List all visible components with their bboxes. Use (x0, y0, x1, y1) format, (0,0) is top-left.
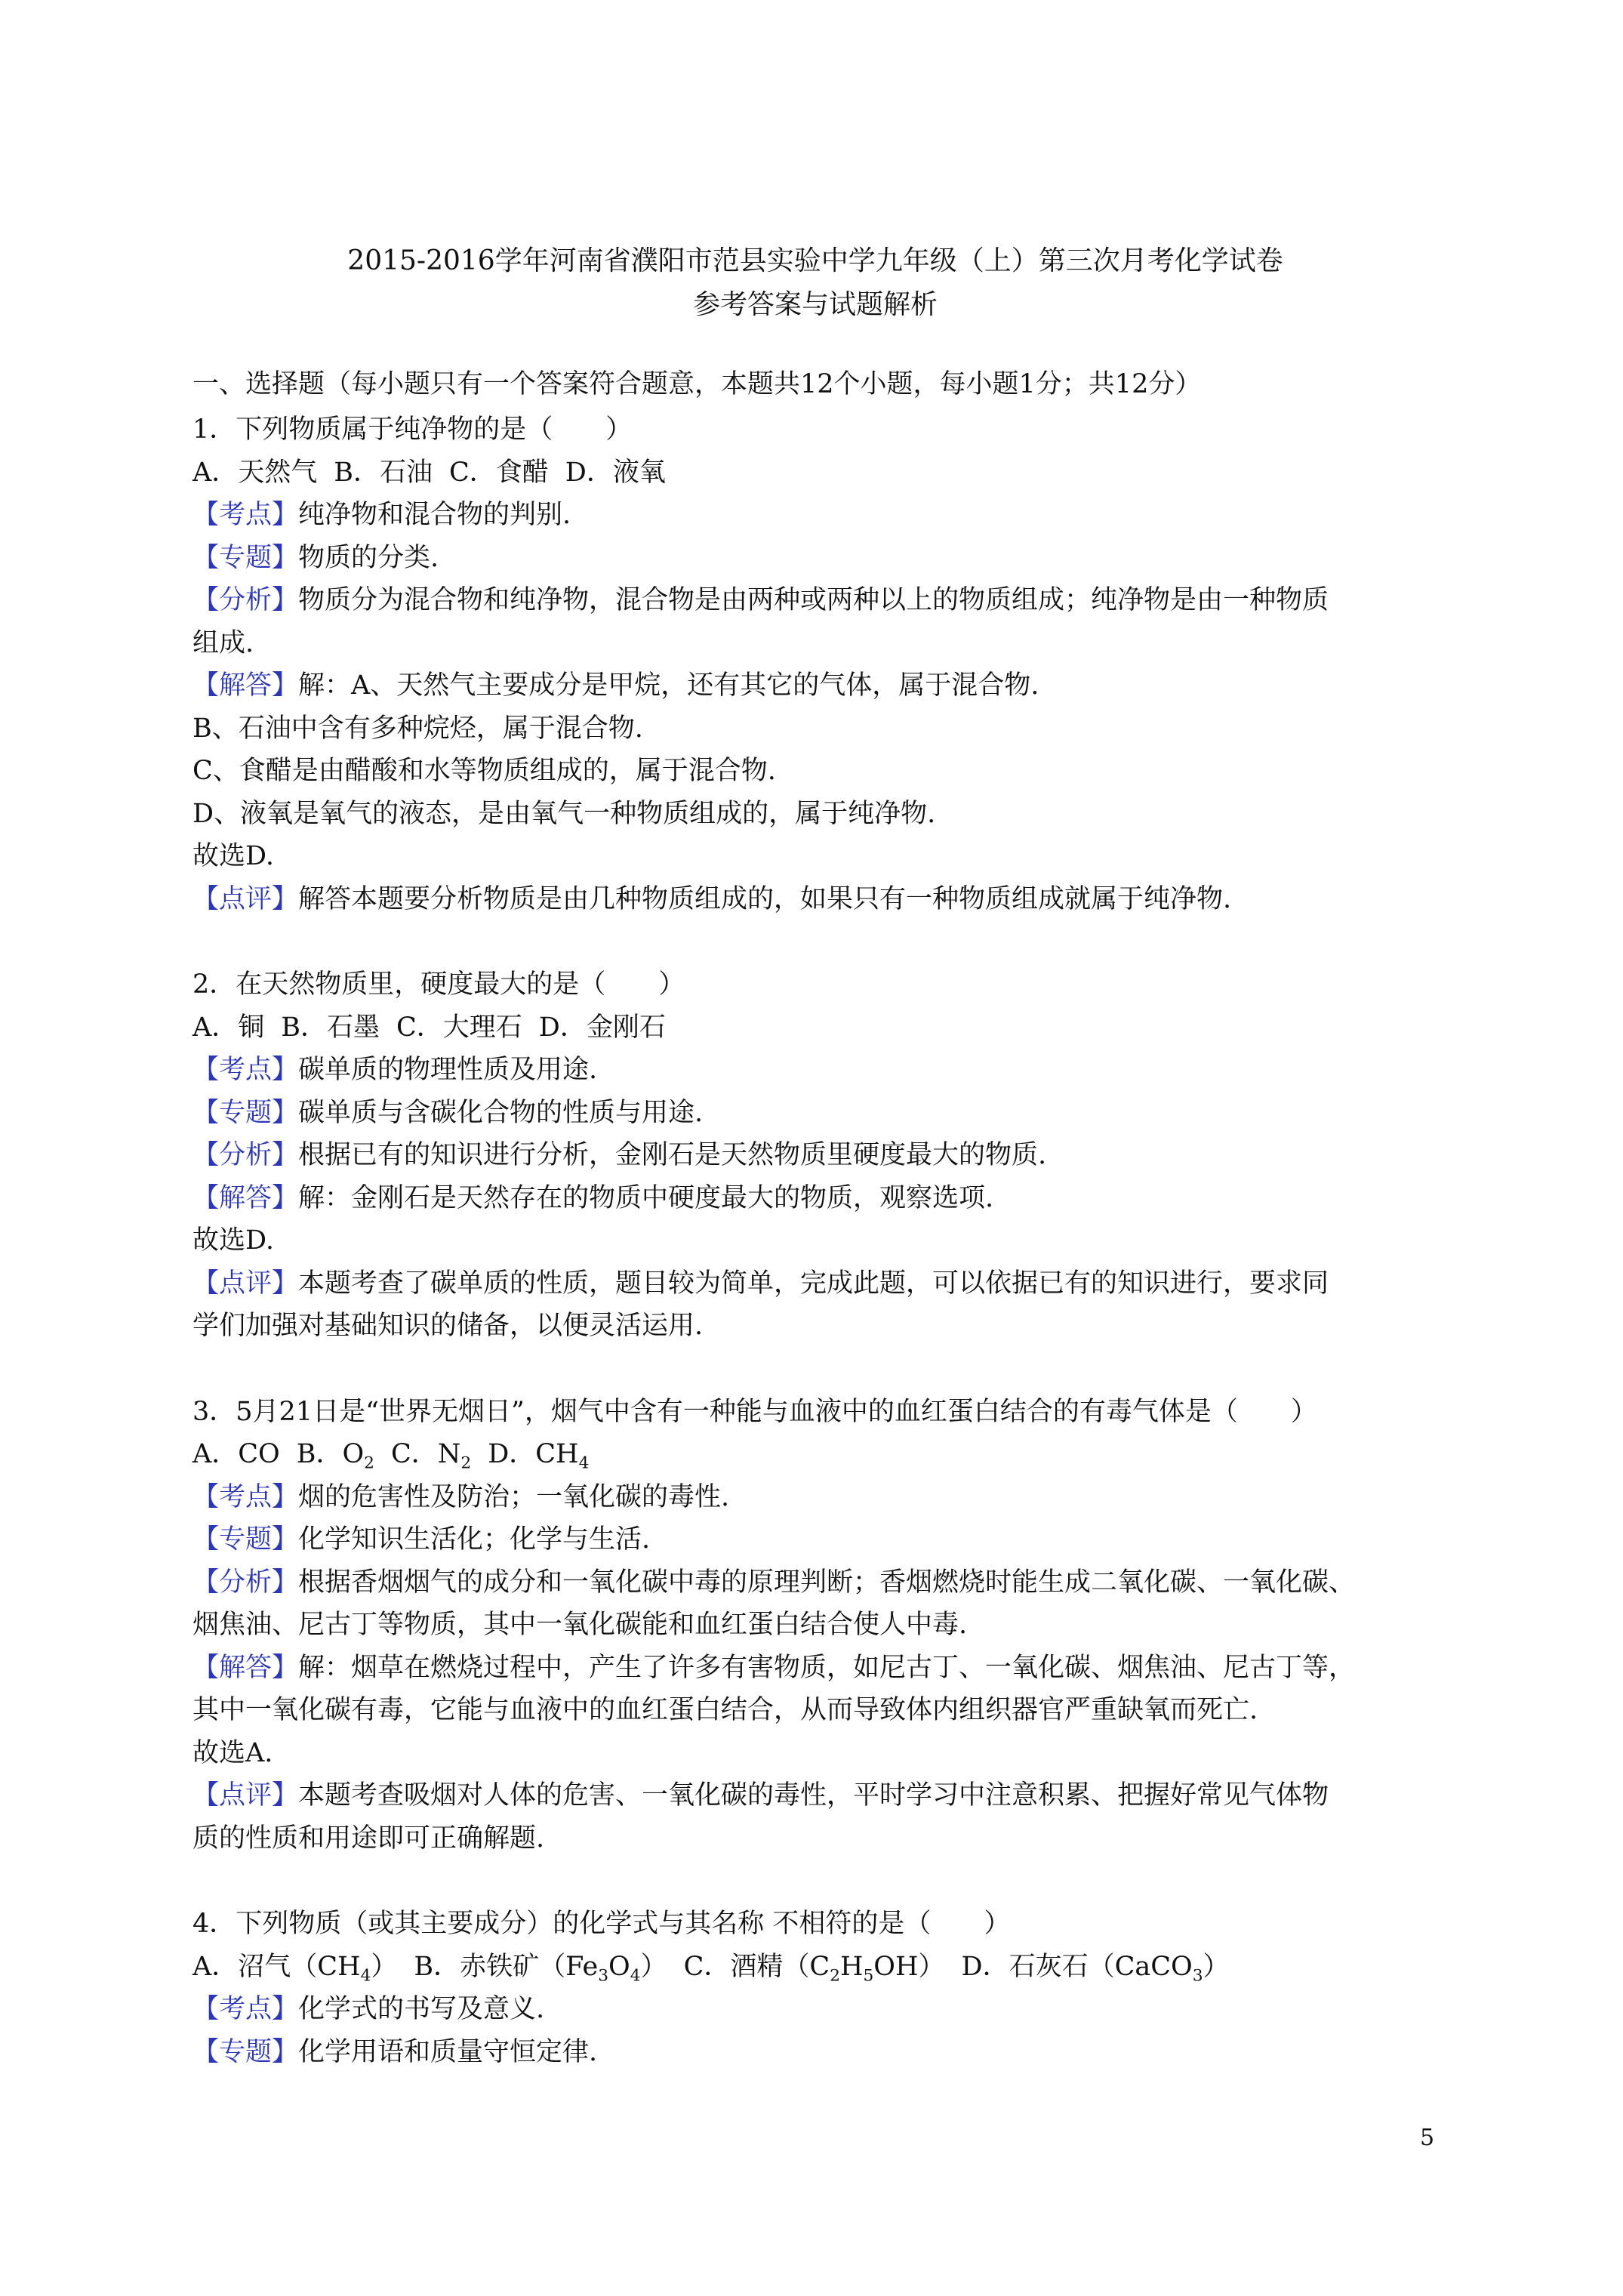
analysis-text: 烟焦油、尼古丁等物质，其中一氧化碳能和血红蛋白结合使人中毒. (192, 1610, 968, 1640)
analysis-text: 烟的危害性及防治；一氧化碳的毒性. (298, 1481, 730, 1512)
question-stem: 2．在天然物质里，硬度最大的是（ ） (192, 969, 685, 1000)
analysis-line (192, 1774, 1446, 1817)
document-subtitle: 参考答案与试题解析 (692, 289, 938, 320)
analysis-tag: 【分析】 (192, 1567, 299, 1598)
question-stem: 1．下列物质属于纯净物的是（ ） (192, 415, 633, 445)
analysis-text: 其中一氧化碳有毒，它能与血液中的血红蛋白结合，从而导致体内组织器官严重缺氧而死亡. (192, 1695, 1258, 1725)
question-3 (192, 1391, 1446, 1860)
analysis-tag: 【专题】 (192, 2036, 299, 2067)
analysis-line (192, 1219, 1446, 1262)
choice-list (192, 1946, 1446, 1989)
choice-option: B．赤铁矿$(Fe_3O_4)$ (414, 1951, 667, 1986)
analysis-line (192, 1092, 1446, 1135)
choice-option: C．酒精$(C_2H_5OH)$ (683, 1951, 945, 1986)
analysis-line (192, 664, 1446, 707)
choice-option: D．金刚石 (538, 1012, 666, 1043)
analysis-line (192, 1732, 1446, 1775)
analysis-text: 根据已有的知识进行分析，金刚石是天然物质里硬度最大的物质. (298, 1140, 1047, 1170)
analysis-text: 解答本题要分析物质是由几种物质组成的，如果只有一种物质组成就属于纯净物. (298, 883, 1232, 914)
analysis-line (192, 707, 1446, 750)
choice-option: B．石墨 (281, 1012, 380, 1043)
choice-option: C．大理石 (396, 1012, 522, 1043)
analysis-text: 本题考查了碳单质的性质，题目较为简单，完成此题，可以依据已有的知识进行，要求同 (298, 1268, 1329, 1299)
choice-option: A．沼气$(CH_4)$ (192, 1951, 398, 1986)
analysis-text: B、石油中含有多种烷烃，属于混合物. (192, 713, 643, 744)
question-stem: 3．5月21日是“世界无烟日”，烟气中含有一种能与血液中的血红蛋白结合的有毒气体是（ ） (192, 1396, 1317, 1427)
choice-list (192, 451, 1446, 495)
analysis-text: 学们加强对基础知识的储备，以便灵活运用. (192, 1311, 704, 1341)
analysis-line (192, 1689, 1446, 1732)
analysis-text: 解：A、天然气主要成分是甲烷，还有其它的气体，属于混合物. (298, 670, 1039, 701)
analysis-line (192, 1134, 1446, 1177)
analysis-text: 物质分为混合物和纯净物，混合物是由两种或两种以上的物质组成；纯净物是由一种物质 (298, 585, 1329, 615)
analysis-tag: 【专题】 (192, 1097, 299, 1128)
analysis-line (192, 1177, 1446, 1220)
analysis-text: C、食醋是由醋酸和水等物质组成的，属于混合物. (192, 756, 776, 786)
choice-option: A．天然气 (192, 457, 318, 488)
analysis-tag: 【点评】 (192, 1780, 299, 1811)
choice-option: A．CO (192, 1439, 280, 1469)
analysis-tag: 【点评】 (192, 1268, 299, 1299)
choice-option: D．石灰石（CaCO$_3$） (961, 1951, 1230, 1986)
choice-list (192, 1433, 1446, 1476)
choice-option: B．$O_2$ (296, 1439, 374, 1473)
analysis-line (192, 494, 1446, 537)
analysis-tag: 【分析】 (192, 585, 299, 615)
analysis-tag: 【考点】 (192, 500, 299, 530)
analysis-line (192, 537, 1446, 580)
analysis-line (192, 1049, 1446, 1092)
analysis-tag: 【分析】 (192, 1140, 299, 1170)
document-title: 2015-2016学年河南省濮阳市范县实验中学九年级（上）第三次月考化学试卷 (347, 245, 1283, 276)
analysis-text: D、液氧是氧气的液态，是由氧气一种物质组成的，属于纯净物. (192, 798, 936, 829)
analysis-line (192, 1262, 1446, 1305)
analysis-text: 组成. (192, 627, 254, 658)
analysis-text: 碳单质的物理性质及用途. (298, 1055, 598, 1085)
choice-option: D．液氧 (565, 457, 666, 488)
choice-option: B．石油 (334, 457, 433, 488)
question-1 (192, 408, 1446, 920)
analysis-line (192, 1988, 1446, 2031)
section-heading: 一、选择题（每小题只有一个答案符合题意，本题共12个小题，每小题1分；共12分） (192, 369, 1202, 399)
analysis-line (192, 1561, 1446, 1604)
page-number: 5 (1420, 2125, 1435, 2151)
analysis-text: 碳单质与含碳化合物的性质与用途. (298, 1097, 704, 1128)
analysis-tag: 【解答】 (192, 1182, 299, 1213)
analysis-tag: 【解答】 (192, 1652, 299, 1683)
analysis-line (192, 835, 1446, 878)
analysis-tag: 【考点】 (192, 1481, 299, 1512)
choice-option: D．$CH_4$ (488, 1439, 590, 1473)
analysis-text: 解：金刚石是天然存在的物质中硬度最大的物质，观察选项. (298, 1182, 994, 1213)
analysis-tag: 【点评】 (192, 883, 299, 914)
analysis-text: 故选D. (192, 1225, 274, 1256)
analysis-line (192, 1817, 1446, 1860)
choice-option: C．$N_2$ (390, 1439, 472, 1473)
analysis-tag: 【解答】 (192, 670, 299, 701)
analysis-text: 化学知识生活化；化学与生活. (298, 1524, 651, 1555)
analysis-tag: 【考点】 (192, 1055, 299, 1085)
question-4 (192, 1903, 1446, 2073)
analysis-tag: 【专题】 (192, 542, 299, 573)
analysis-line (192, 878, 1446, 921)
question-stem: 4．下列物质（或其主要成分）的化学式与其名称 不相符的是（ ） (192, 1909, 1011, 1939)
analysis-tag: 【专题】 (192, 1524, 299, 1555)
analysis-text: 纯净物和混合物的判别. (298, 500, 571, 530)
analysis-text: 根据香烟烟气的成分和一氧化碳中毒的原理判断；香烟燃烧时能生成二氧化碳、一氧化碳、 (298, 1567, 1356, 1598)
analysis-line (192, 750, 1446, 793)
analysis-line (192, 1647, 1446, 1690)
choice-option: C．食醋 (449, 457, 549, 488)
choice-list (192, 1006, 1446, 1049)
analysis-text: 解：烟草在燃烧过程中，产生了许多有害物质，如尼古丁、一氧化碳、烟焦油、尼古丁等， (298, 1652, 1356, 1683)
choice-option: A．铜 (192, 1012, 265, 1043)
analysis-tag: 【考点】 (192, 1994, 299, 2024)
question-list (192, 408, 1446, 2116)
analysis-line (192, 622, 1446, 665)
analysis-line (192, 1604, 1446, 1647)
analysis-line (192, 1518, 1446, 1561)
analysis-line (192, 793, 1446, 836)
analysis-text: 故选D. (192, 841, 274, 871)
analysis-text: 质的性质和用途即可正确解题. (192, 1823, 545, 1854)
analysis-text: 化学用语和质量守恒定律. (298, 2036, 598, 2067)
analysis-line (192, 2031, 1446, 2074)
analysis-text: 故选A. (192, 1737, 273, 1768)
analysis-line (192, 579, 1446, 622)
question-2 (192, 963, 1446, 1348)
analysis-text: 物质的分类. (298, 542, 439, 573)
analysis-line (192, 1305, 1446, 1348)
analysis-text: 本题考查吸烟对人体的危害、一氧化碳的毒性，平时学习中注意积累、把握好常见气体物 (298, 1780, 1329, 1811)
analysis-line (192, 1476, 1446, 1519)
analysis-text: 化学式的书写及意义. (298, 1994, 545, 2024)
